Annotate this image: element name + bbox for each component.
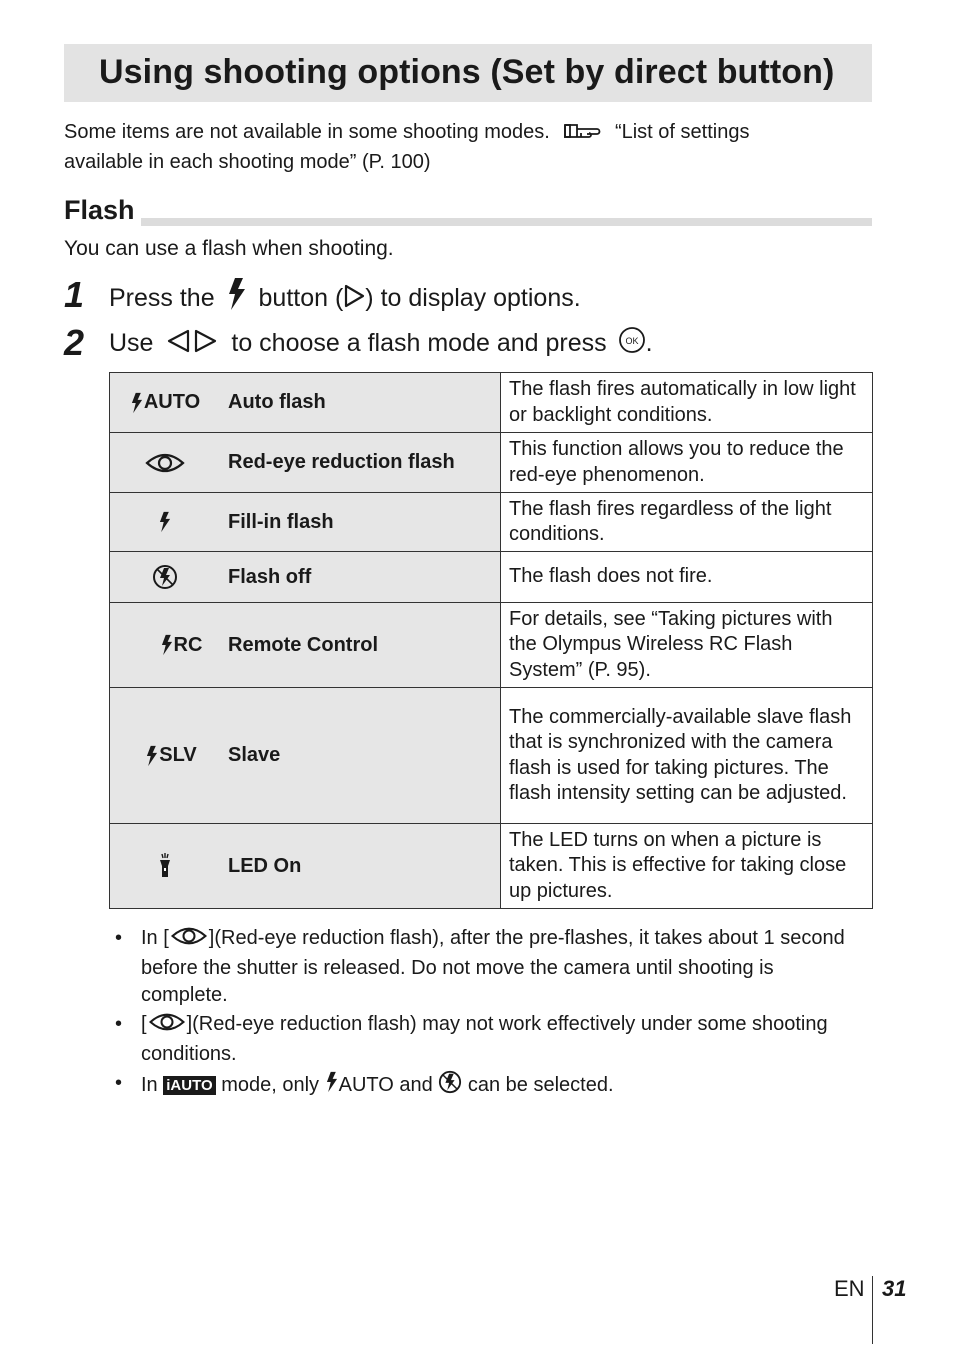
flash-icon <box>226 278 248 317</box>
symbol-text: AUTO <box>143 391 201 413</box>
table-row <box>110 552 873 603</box>
notes-list <box>115 925 845 1104</box>
mode-symbol <box>110 552 220 602</box>
mode-label: Remote Control <box>228 633 378 656</box>
flash-off-icon <box>152 564 178 590</box>
list-item <box>115 925 845 1009</box>
bullet-icon: • <box>115 927 123 949</box>
note-text: can be selected. <box>467 1074 614 1096</box>
flash-off-icon <box>438 1070 462 1102</box>
note-text: ](Red-eye reduction flash), after the pre-flashes, it takes about 1 second before the shutter is released. Do not move the camera until shooting is complete. <box>141 927 845 1006</box>
mode-symbol <box>110 824 220 908</box>
flash-icon <box>158 510 172 534</box>
mode-description: This function allows you to reduce the red-eye phenomenon. <box>501 433 873 493</box>
symbol-text: RC <box>173 633 203 656</box>
svg-text:OK: OK <box>625 336 639 346</box>
intro-reference: “List of settings <box>614 121 750 143</box>
red-eye-icon <box>169 925 209 955</box>
mode-cell <box>110 373 501 433</box>
section-rule <box>64 218 872 226</box>
flash-icon <box>325 1070 339 1102</box>
ok-button-icon <box>618 326 646 361</box>
table-row <box>110 373 873 433</box>
footer-language: EN <box>834 1276 865 1301</box>
mode-label: Flash off <box>228 565 312 588</box>
mode-symbol <box>110 688 226 823</box>
page-number: 31 <box>882 1276 907 1301</box>
note-text: AUTO and <box>338 1074 433 1096</box>
led-icon <box>158 853 172 879</box>
flash-icon <box>160 633 174 657</box>
step-text-part: ) to display options. <box>365 284 581 312</box>
step-text-part: to choose a flash mode and press <box>231 329 607 357</box>
mode-cell <box>110 688 501 824</box>
mode-label: Red-eye reduction flash <box>228 451 455 473</box>
title-bar <box>64 44 872 102</box>
note-text: [ <box>141 1013 147 1035</box>
symbol-text: SLV <box>159 744 197 766</box>
section-heading: Flash <box>64 194 141 226</box>
reference-hand-icon <box>563 121 603 149</box>
intro-line2: available in each shooting mode” (P. 100) <box>64 151 431 173</box>
note-text: In <box>141 1074 158 1096</box>
step-text-part: button ( <box>258 284 344 312</box>
mode-label: Fill-in flash <box>228 510 334 533</box>
mode-cell <box>110 603 501 688</box>
intro-line1: Some items are not available in some shooting modes. <box>64 121 550 143</box>
page-title: Using shooting options (Set by direct button) <box>99 53 835 91</box>
iauto-mode-icon: iAUTO <box>163 1076 215 1095</box>
mode-description: The commercially-available slave flash that is synchronized with the camera flash is used for taking pictures. The flash intensity setting can be adjusted. <box>501 688 873 824</box>
left-right-arrows-icon <box>166 329 218 360</box>
mode-symbol <box>110 603 236 687</box>
red-eye-icon <box>147 1011 187 1041</box>
list-item <box>115 1011 845 1068</box>
mode-symbol <box>110 433 220 492</box>
step-number: 1 <box>64 274 85 315</box>
note-text: mode, only <box>221 1074 320 1096</box>
mode-symbol <box>110 373 220 432</box>
mode-cell <box>110 433 501 493</box>
mode-symbol <box>110 493 220 551</box>
step-text <box>109 326 653 361</box>
mode-cell <box>110 824 501 909</box>
mode-description: The flash fires regardless of the light conditions. <box>501 493 873 552</box>
table-row <box>110 493 873 552</box>
footer-divider <box>872 1276 873 1344</box>
mode-description: The flash fires automatically in low light or backlight conditions. <box>501 373 873 433</box>
mode-description: For details, see “Taking pictures with the Olympus Wireless RC Flash System” (P. 95). <box>501 603 873 688</box>
note-text: In [ <box>141 927 169 949</box>
step-text-part: Use <box>109 329 154 357</box>
mode-label: LED On <box>228 854 302 877</box>
bullet-icon: • <box>115 1072 123 1094</box>
table-row <box>110 433 873 493</box>
flash-mode-table <box>109 372 873 909</box>
table-row <box>110 603 873 688</box>
mode-label: Auto flash <box>228 391 326 413</box>
step-text-part: . <box>645 329 653 357</box>
table-row <box>110 688 873 824</box>
bullet-icon: • <box>115 1013 123 1035</box>
right-arrow-icon <box>343 284 365 315</box>
section-header <box>64 194 872 226</box>
mode-cell <box>110 552 501 603</box>
intro-text <box>64 119 872 176</box>
mode-description: The flash does not fire. <box>501 552 873 603</box>
section-description: You can use a flash when shooting. <box>64 237 394 260</box>
step-number: 2 <box>64 322 85 363</box>
step-text <box>109 278 581 317</box>
flash-icon <box>130 391 144 415</box>
step-text-part: Press the <box>109 284 215 312</box>
note-text: ](Red-eye reduction flash) may not work effectively under some shooting conditions. <box>141 1013 828 1065</box>
mode-description: The LED turns on when a picture is taken. This is effective for taking close up pictures. <box>501 824 873 909</box>
table-row <box>110 824 873 909</box>
mode-label: Slave <box>228 744 281 766</box>
red-eye-icon <box>145 451 185 475</box>
flash-icon <box>145 744 159 768</box>
mode-cell <box>110 493 501 552</box>
list-item <box>115 1070 845 1102</box>
